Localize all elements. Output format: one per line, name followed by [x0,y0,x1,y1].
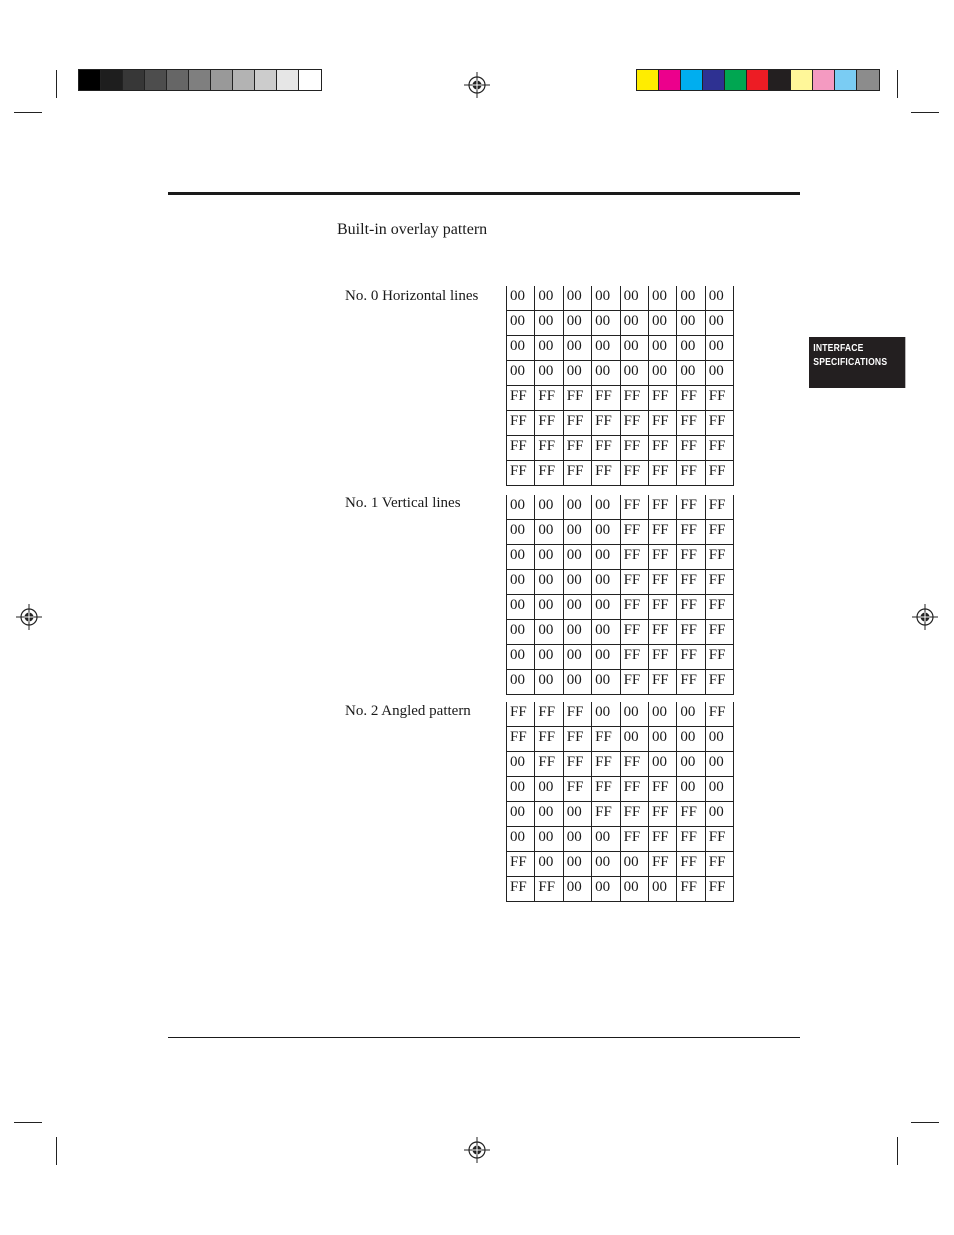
color-calibration-bar [636,69,880,91]
bottom-rule [168,1037,800,1038]
byte-cell: 00 [507,826,535,851]
byte-cell: FF [648,619,676,644]
color-swatch [791,70,813,90]
byte-cell: 00 [592,644,620,669]
byte-cell: 00 [705,777,733,802]
byte-cell: FF [507,876,535,901]
byte-cell: FF [705,826,733,851]
byte-cell: FF [677,669,705,694]
byte-cell: 00 [507,669,535,694]
table-row [507,386,734,411]
byte-cell: 00 [620,311,648,336]
byte-cell: 00 [705,727,733,752]
byte-cell: 00 [677,752,705,777]
byte-cell: 00 [563,669,591,694]
byte-cell: 00 [563,336,591,361]
byte-cell: FF [705,619,733,644]
byte-cell: 00 [507,777,535,802]
byte-cell: 00 [563,644,591,669]
byte-cell: FF [535,752,563,777]
byte-cell: 00 [535,619,563,644]
byte-cell: 00 [592,545,620,570]
byte-cell: 00 [563,826,591,851]
byte-cell: FF [677,595,705,620]
byte-cell: 00 [677,286,705,311]
pattern-grid [506,702,734,902]
byte-cell: FF [705,460,733,485]
byte-cell: FF [648,570,676,595]
byte-cell: FF [592,752,620,777]
byte-cell: FF [677,545,705,570]
byte-cell: FF [677,495,705,520]
byte-cell: 00 [677,702,705,727]
byte-cell: 00 [620,361,648,386]
table-row [507,752,734,777]
color-swatch [747,70,769,90]
byte-cell: FF [620,545,648,570]
byte-cell: FF [535,435,563,460]
byte-cell: 00 [507,361,535,386]
pattern-grid [506,286,734,486]
crop-mark [897,1137,898,1165]
byte-cell: 00 [592,361,620,386]
gray-calibration-bar [78,69,322,91]
byte-cell: 00 [620,286,648,311]
byte-cell: 00 [535,286,563,311]
byte-cell: FF [620,435,648,460]
color-swatch [725,70,747,90]
byte-cell: 00 [648,702,676,727]
byte-cell: FF [648,495,676,520]
table-row [507,595,734,620]
byte-cell: FF [677,520,705,545]
byte-cell: 00 [677,777,705,802]
byte-cell: FF [620,644,648,669]
gray-swatch [211,70,233,90]
byte-cell: FF [563,752,591,777]
chapter-tab [809,337,905,388]
byte-cell: FF [648,802,676,827]
byte-cell: FF [705,495,733,520]
byte-cell: FF [507,460,535,485]
table-row [507,702,734,727]
byte-cell: FF [535,410,563,435]
byte-cell: 00 [592,876,620,901]
byte-cell: FF [648,669,676,694]
byte-cell: FF [620,595,648,620]
gray-swatch [299,70,321,90]
byte-cell: 00 [535,644,563,669]
byte-cell: FF [620,802,648,827]
byte-cell: 00 [507,495,535,520]
table-row [507,435,734,460]
byte-cell: 00 [648,752,676,777]
byte-cell: FF [592,802,620,827]
gray-swatch [277,70,299,90]
byte-cell: FF [648,545,676,570]
byte-cell: 00 [507,570,535,595]
byte-cell: 00 [592,311,620,336]
byte-cell: FF [677,826,705,851]
byte-cell: FF [507,702,535,727]
color-swatch [813,70,835,90]
byte-cell: 00 [507,311,535,336]
crop-mark [911,1122,939,1123]
byte-cell: 00 [592,286,620,311]
byte-cell: FF [620,386,648,411]
byte-cell: 00 [535,361,563,386]
byte-cell: 00 [535,545,563,570]
registration-mark-icon [464,1137,490,1163]
color-swatch [637,70,659,90]
byte-cell: 00 [648,876,676,901]
byte-cell: FF [705,876,733,901]
byte-cell: 00 [677,361,705,386]
byte-cell: FF [507,851,535,876]
byte-cell: 00 [563,851,591,876]
byte-cell: FF [620,460,648,485]
byte-cell: 00 [507,336,535,361]
table-row [507,545,734,570]
byte-cell: FF [592,460,620,485]
byte-cell: FF [648,435,676,460]
table-row [507,286,734,311]
byte-cell: FF [620,826,648,851]
byte-cell: 00 [705,311,733,336]
top-rule [168,192,800,195]
byte-cell: FF [592,777,620,802]
byte-cell: FF [620,619,648,644]
byte-cell: 00 [563,361,591,386]
pattern-label: No. 0 Horizontal lines [345,288,479,304]
byte-cell: FF [705,644,733,669]
byte-cell: 00 [620,876,648,901]
byte-cell: FF [705,520,733,545]
color-swatch [857,70,879,90]
byte-cell: 00 [620,727,648,752]
byte-cell: FF [648,595,676,620]
byte-cell: FF [535,386,563,411]
byte-cell: FF [677,460,705,485]
byte-cell: FF [705,702,733,727]
byte-cell: FF [648,460,676,485]
byte-cell: FF [677,435,705,460]
byte-cell: 00 [507,595,535,620]
byte-cell: FF [620,669,648,694]
registration-mark-icon [912,604,938,630]
byte-cell: 00 [563,495,591,520]
byte-cell: 00 [705,361,733,386]
table-row [507,777,734,802]
byte-cell: 00 [648,336,676,361]
byte-cell: 00 [592,851,620,876]
table-row [507,410,734,435]
byte-cell: 00 [563,545,591,570]
chapter-tab-line1: INTERFACE [813,343,864,354]
byte-cell: FF [620,752,648,777]
byte-cell: FF [563,727,591,752]
color-swatch [659,70,681,90]
byte-cell: FF [620,570,648,595]
byte-cell: FF [592,727,620,752]
gray-swatch [79,70,101,90]
crop-mark [56,70,57,98]
byte-cell: 00 [592,570,620,595]
byte-cell: 00 [507,752,535,777]
byte-cell: FF [620,777,648,802]
table-row [507,826,734,851]
byte-cell: FF [677,619,705,644]
byte-cell: FF [592,386,620,411]
byte-cell: 00 [563,802,591,827]
byte-cell: 00 [563,286,591,311]
byte-cell: FF [507,410,535,435]
byte-cell: 00 [592,702,620,727]
byte-cell: FF [648,644,676,669]
gray-swatch [255,70,277,90]
gray-swatch [145,70,167,90]
byte-cell: 00 [592,669,620,694]
gray-swatch [123,70,145,90]
byte-cell: FF [705,595,733,620]
byte-cell: FF [677,386,705,411]
byte-cell: FF [705,669,733,694]
byte-cell: FF [648,410,676,435]
byte-cell: FF [535,702,563,727]
byte-cell: 00 [535,570,563,595]
pattern-label: No. 1 Vertical lines [345,495,461,511]
byte-cell: FF [563,435,591,460]
pattern-label: No. 2 Angled pattern [345,703,471,719]
byte-cell: FF [705,435,733,460]
byte-cell: 00 [620,336,648,361]
byte-cell: 00 [535,520,563,545]
table-row [507,336,734,361]
byte-cell: FF [705,851,733,876]
table-row [507,361,734,386]
byte-cell: 00 [620,702,648,727]
byte-cell: 00 [535,777,563,802]
byte-cell: 00 [535,495,563,520]
crop-mark [14,112,42,113]
gray-swatch [167,70,189,90]
byte-cell: 00 [535,311,563,336]
byte-cell: FF [648,386,676,411]
byte-cell: 00 [677,336,705,361]
byte-cell: 00 [677,311,705,336]
gray-swatch [101,70,123,90]
byte-cell: FF [507,727,535,752]
table-row [507,495,734,520]
byte-cell: 00 [705,336,733,361]
byte-cell: 00 [592,336,620,361]
section-heading: Built-in overlay pattern [337,221,488,238]
crop-mark [56,1137,57,1165]
byte-cell: FF [705,410,733,435]
crop-mark [897,70,898,98]
byte-cell: 00 [705,286,733,311]
table-row [507,644,734,669]
color-swatch [835,70,857,90]
byte-cell: 00 [563,311,591,336]
registration-mark-icon [16,604,42,630]
pattern-grid [506,495,734,695]
byte-cell: 00 [507,520,535,545]
byte-cell: FF [592,435,620,460]
byte-cell: 00 [705,752,733,777]
table-row [507,876,734,901]
color-swatch [769,70,791,90]
gray-swatch [233,70,255,90]
byte-cell: FF [563,410,591,435]
byte-cell: FF [677,644,705,669]
table-row [507,802,734,827]
byte-cell: 00 [507,286,535,311]
byte-cell: FF [563,460,591,485]
byte-cell: 00 [507,545,535,570]
byte-cell: FF [535,727,563,752]
byte-cell: 00 [677,727,705,752]
byte-cell: FF [648,826,676,851]
byte-cell: FF [648,520,676,545]
byte-cell: FF [677,876,705,901]
byte-cell: FF [620,495,648,520]
table-row [507,311,734,336]
byte-cell: 00 [563,876,591,901]
byte-cell: 00 [535,595,563,620]
byte-cell: FF [535,460,563,485]
byte-cell: 00 [507,644,535,669]
table-row [507,727,734,752]
byte-cell: 00 [563,520,591,545]
gray-swatch [189,70,211,90]
byte-cell: 00 [592,595,620,620]
byte-cell: FF [677,802,705,827]
byte-cell: 00 [705,802,733,827]
table-row [507,570,734,595]
color-swatch [703,70,725,90]
byte-cell: 00 [535,802,563,827]
byte-cell: 00 [563,570,591,595]
byte-cell: 00 [648,286,676,311]
color-swatch [681,70,703,90]
byte-cell: 00 [535,826,563,851]
byte-cell: 00 [592,520,620,545]
crop-mark [14,1122,42,1123]
byte-cell: 00 [620,851,648,876]
byte-cell: FF [507,386,535,411]
byte-cell: FF [535,876,563,901]
byte-cell: FF [592,410,620,435]
table-row [507,460,734,485]
table-row [507,520,734,545]
byte-cell: FF [620,410,648,435]
byte-cell: 00 [648,311,676,336]
byte-cell: FF [563,702,591,727]
byte-cell: 00 [535,851,563,876]
byte-cell: 00 [648,361,676,386]
registration-mark-icon [464,72,490,98]
byte-cell: FF [563,777,591,802]
byte-cell: 00 [535,669,563,694]
byte-cell: FF [648,777,676,802]
byte-cell: FF [677,570,705,595]
byte-cell: 00 [592,619,620,644]
byte-cell: FF [677,851,705,876]
byte-cell: FF [705,570,733,595]
chapter-tab-line2: SPECIFICATIONS [813,357,888,368]
byte-cell: 00 [563,595,591,620]
byte-cell: 00 [563,619,591,644]
table-row [507,619,734,644]
byte-cell: 00 [592,826,620,851]
table-row [507,851,734,876]
byte-cell: FF [507,435,535,460]
byte-cell: FF [677,410,705,435]
table-row [507,669,734,694]
byte-cell: 00 [535,336,563,361]
byte-cell: 00 [507,802,535,827]
crop-mark [911,112,939,113]
byte-cell: FF [705,545,733,570]
byte-cell: FF [620,520,648,545]
byte-cell: FF [563,386,591,411]
byte-cell: FF [648,851,676,876]
byte-cell: 00 [648,727,676,752]
byte-cell: 00 [592,495,620,520]
byte-cell: 00 [507,619,535,644]
byte-cell: FF [705,386,733,411]
